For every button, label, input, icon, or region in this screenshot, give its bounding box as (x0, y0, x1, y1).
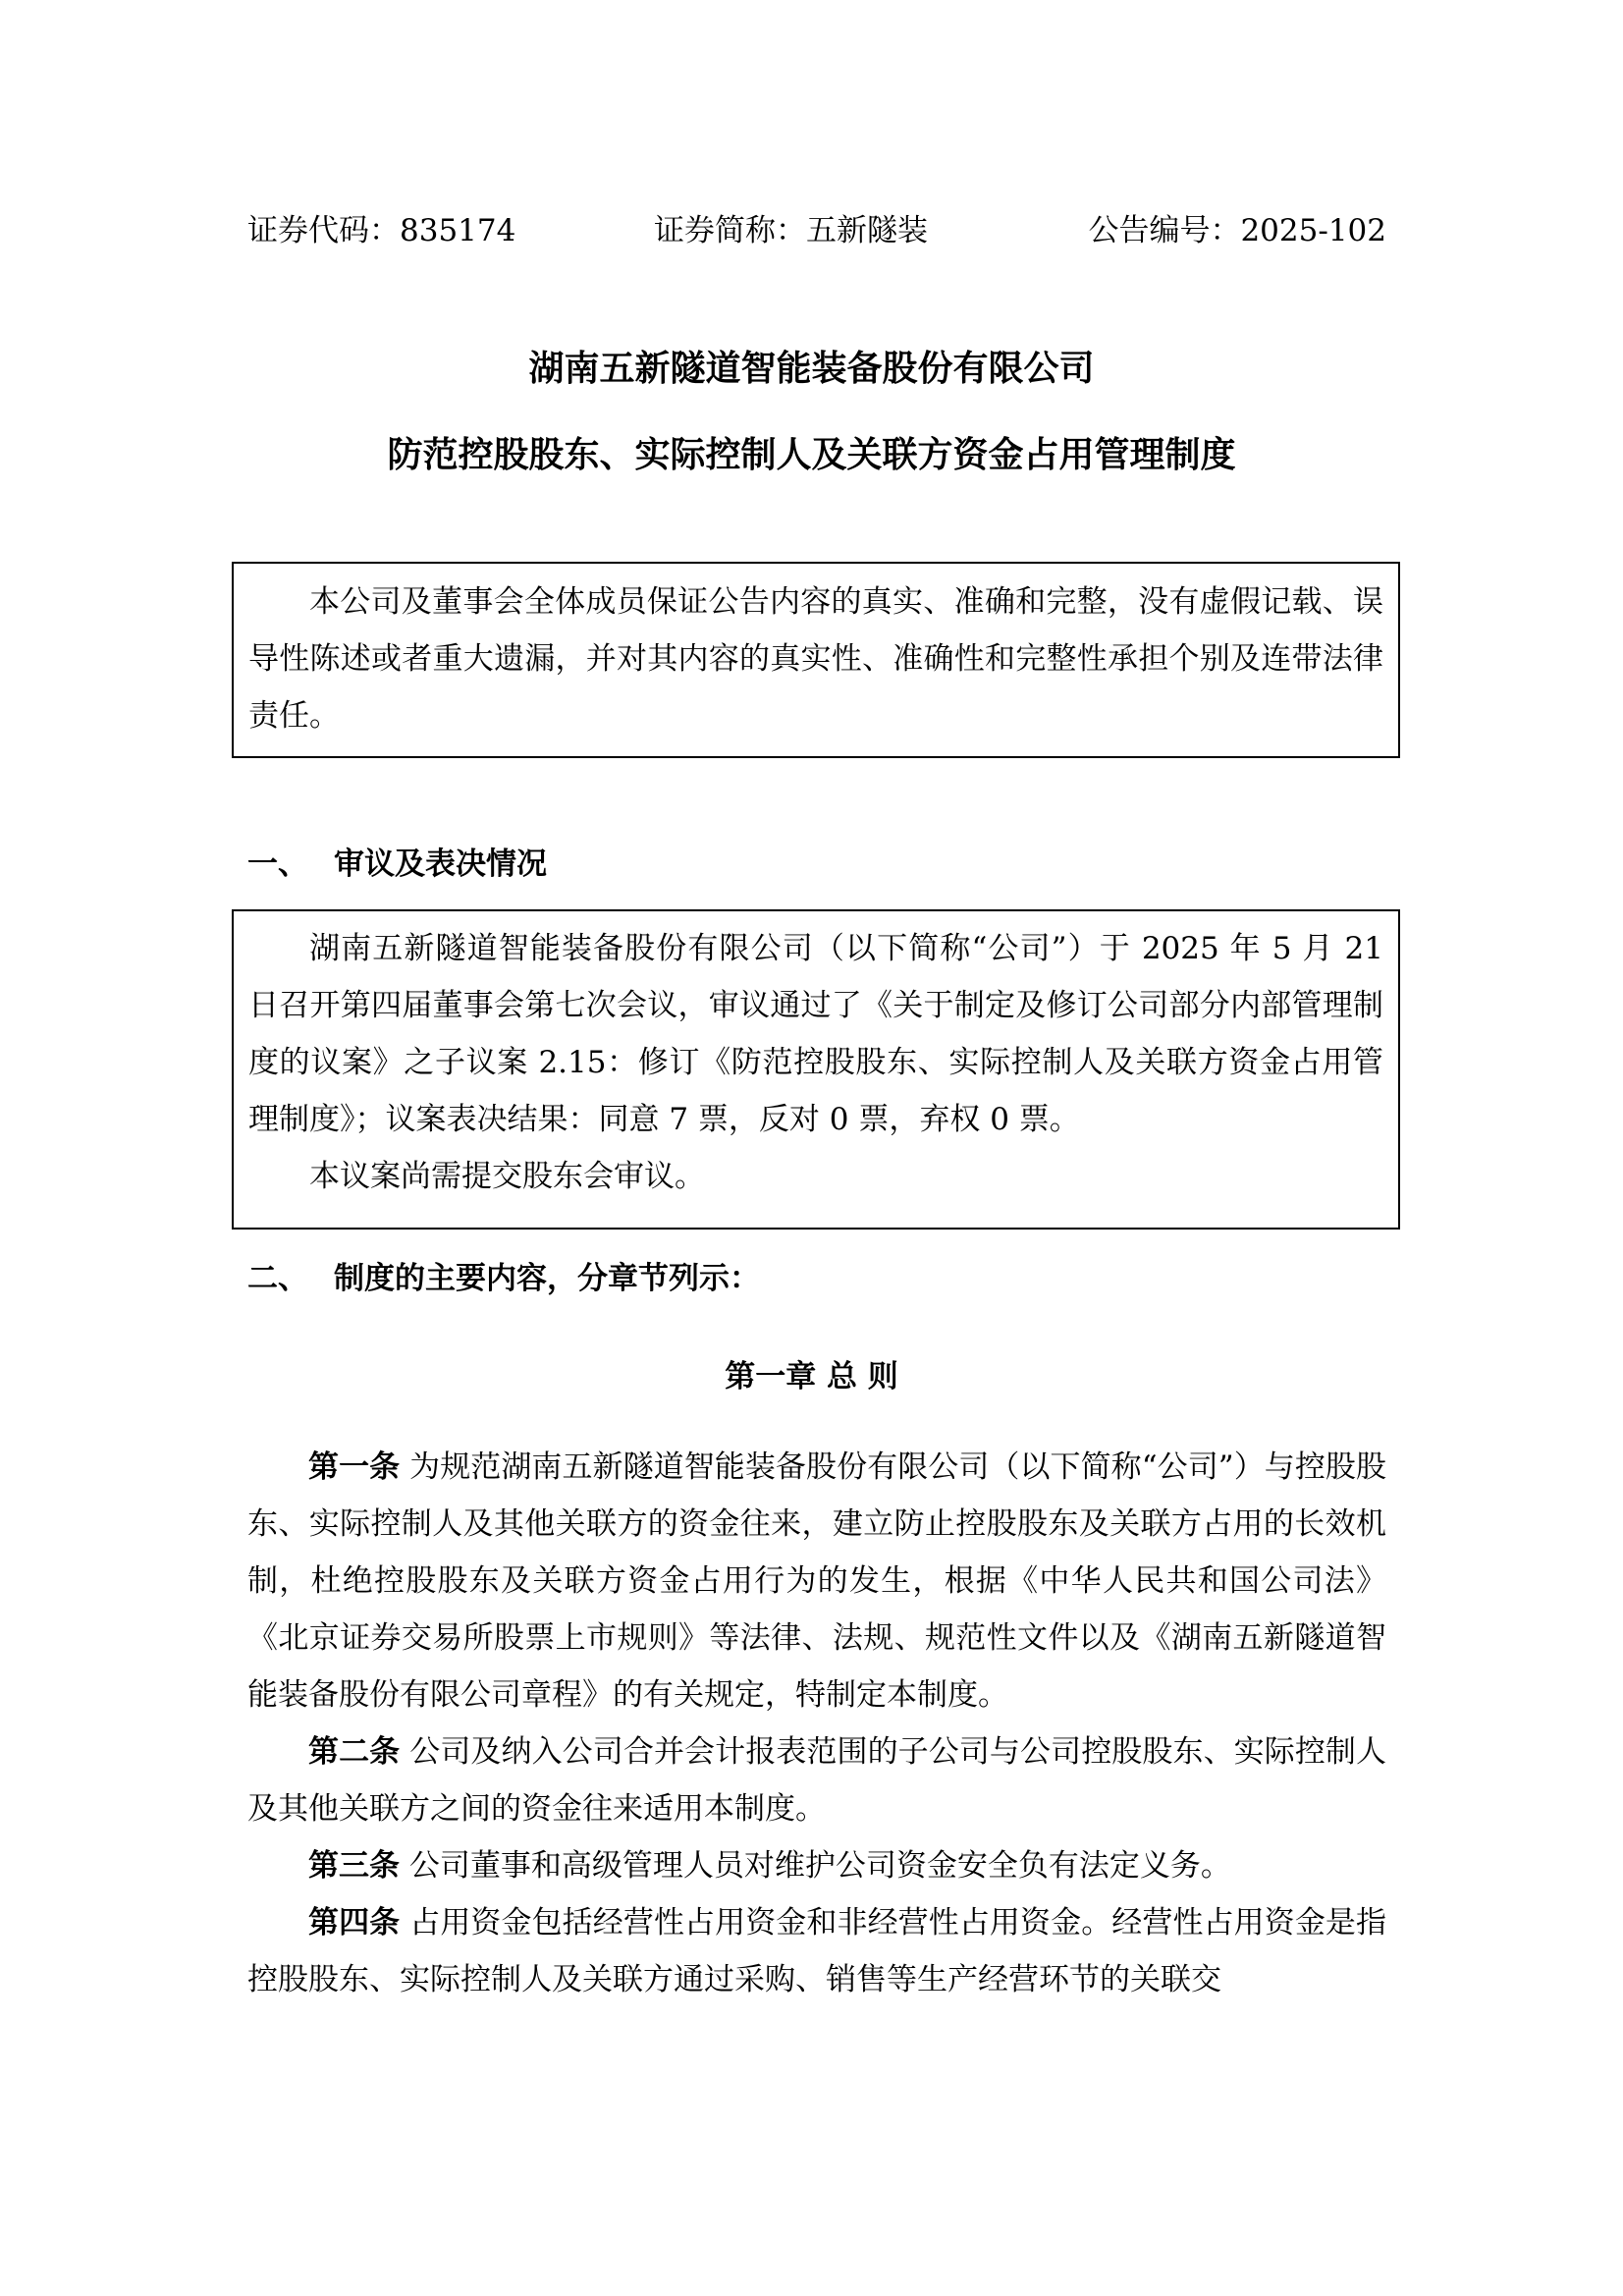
announcement-header (247, 209, 1386, 252)
article-4-text: 占用资金包括经营性占用资金和非经营性占用资金。经营性占用资金是指控股股东、实际控制人及关联方通过采购、销售等生产经营环节的关联交 (247, 1905, 1387, 1997)
chapter-1-body (247, 1439, 1386, 2008)
shareholder-submission-paragraph: 本议案尚需提交股东会审议。 (309, 1159, 705, 1194)
section-1-heading (247, 843, 547, 886)
section-2-title: 制度的主要内容，分章节列示： (334, 1261, 760, 1296)
article-1-text: 为规范湖南五新隧道智能装备股份有限公司（以下简称“公司”）与控股股东、实际控制人及其他关联方的资金往来，建立防止控股股东及关联方占用的长效机制，杜绝控股股东及关联方资金占用行为的发生，根据《中华人民共和国公司法》《北京证券交易所股票上市规则》等法律、法规、规范性文件以及《湖南五新隧道智能装备股份有限公司章程》的有关规定，特制定本制度。 (247, 1449, 1386, 1713)
article-4 (247, 1894, 1386, 2008)
article-3 (247, 1837, 1386, 1894)
securities-abbreviation: 证券简称：五新隧装 (654, 213, 928, 248)
company-title: 湖南五新隧道智能装备股份有限公司 (528, 349, 1095, 389)
section-1-number: 一、 (247, 847, 308, 882)
chapter-1-title: 第一章 总 则 (725, 1359, 898, 1394)
review-voting-box (232, 909, 1400, 1230)
article-2 (247, 1723, 1386, 1837)
section-2-heading (247, 1257, 760, 1300)
board-guarantee-box (232, 562, 1400, 758)
article-3-label: 第三条 (308, 1848, 400, 1884)
article-4-label: 第四条 (308, 1905, 401, 1941)
securities-code: 证券代码：835174 (247, 213, 516, 248)
article-2-text: 公司及纳入公司合并会计报表范围的子公司与公司控股股东、实际控制人及其他关联方之间的资金往来适用本制度。 (247, 1734, 1387, 1827)
document-title: 防范控股股东、实际控制人及关联方资金占用管理制度 (387, 435, 1236, 475)
article-3-text: 公司董事和高级管理人员对维护公司资金安全负有法定义务。 (408, 1848, 1231, 1884)
board-guarantee-text: 本公司及董事会全体成员保证公告内容的真实、准确和完整，没有虚假记载、误导性陈述或者重大遗漏，并对其内容的真实性、准确性和完整性承担个别及连带法律责任。 (248, 584, 1383, 734)
article-2-label: 第二条 (308, 1734, 401, 1770)
section-1-title: 审议及表决情况 (334, 847, 547, 882)
article-1 (247, 1439, 1386, 1723)
section-2-number: 二、 (247, 1261, 308, 1296)
announcement-number: 公告编号：2025-102 (1088, 213, 1386, 248)
article-1-label: 第一条 (308, 1449, 401, 1485)
review-voting-paragraph: 湖南五新隧道智能装备股份有限公司（以下简称“公司”）于 2025 年 5 月 21 日召开第四届董事会第七次会议，审议通过了《关于制定及修订公司部分内部管理制度的议案》之子议案 2.15：修订《防范控股股东、实际控制人及关联方资金占用管理制度》；议案表决结果：同意 7 票，反对 0 票，弃权 0 票。 (248, 931, 1383, 1137)
